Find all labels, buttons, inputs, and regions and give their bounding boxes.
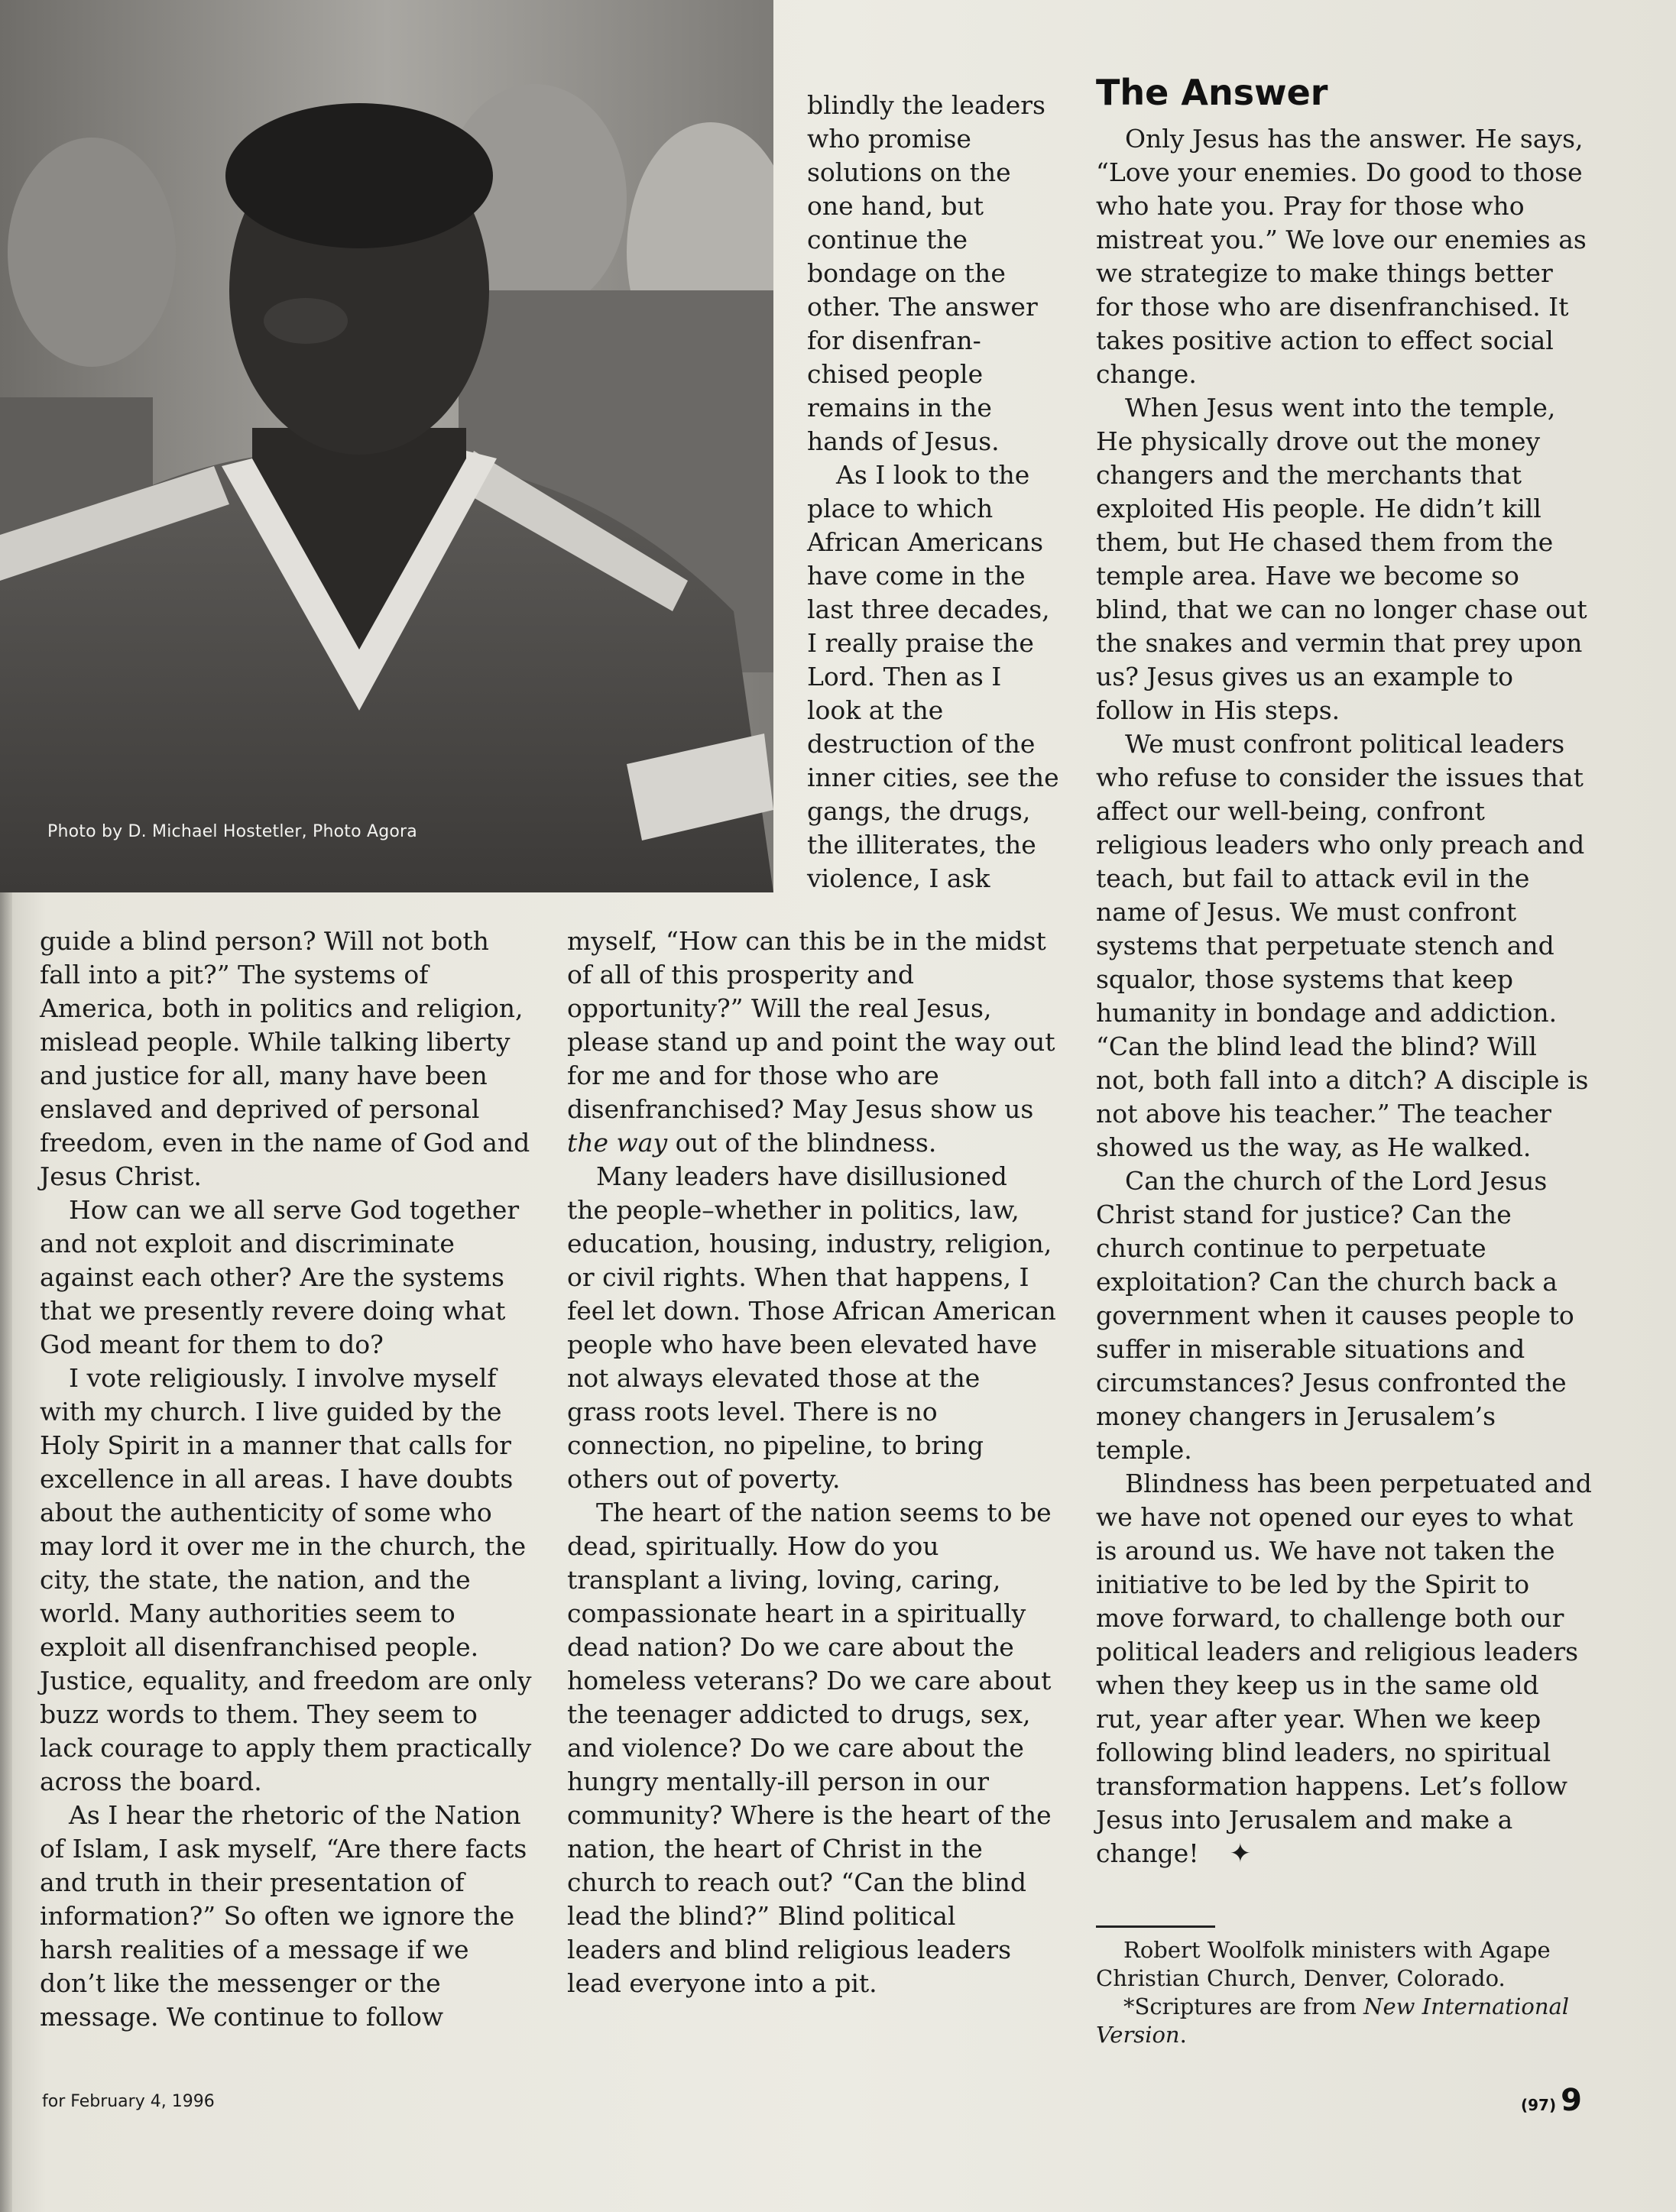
- photo-credit: Photo by D. Michael Hostetler, Photo Agora: [47, 822, 417, 841]
- text-run: .: [1179, 2022, 1187, 2048]
- paragraph: As I hear the rhetoric of the Nation of Islam, I ask myself, “Are there facts and truth in their presentation of information?” So often we ignore the harsh realities of a message if we don’t like the messenger or the message. We continue to follow: [40, 1800, 527, 2032]
- bio-divider: [1096, 1925, 1215, 1928]
- paragraph: Many leaders have disillusioned the people–whether in politics, law, education, housing, industry, religion, or civil rights. When that happens, I feel let down. Those African American people who have been elevated have not always elevated those at the grass roots level. There is no connection, no pipeline, to bring others out of poverty.: [567, 1161, 1056, 1494]
- section-heading: The Answer: [1096, 72, 1328, 113]
- scripture-note: [1096, 1993, 1600, 2049]
- page-num: 9: [1561, 2083, 1582, 2118]
- column-middle: [567, 925, 1056, 2000]
- paragraph: When Jesus went into the temple, He physically drove out the money changers and the merchants that exploited His people. He didn’t kill them, but He chased them from the temple area. Have we become so blind, that we can no longer chase out the snakes and vermin that prey upon us? Jesus gives us an example to follow in His steps.: [1096, 393, 1587, 725]
- issue-page: (97): [1521, 2096, 1557, 2114]
- article-photo: [0, 0, 773, 892]
- footer-date: for February 4, 1996: [42, 2092, 215, 2111]
- italic-text: the way: [567, 1128, 668, 1158]
- column-left: [40, 925, 537, 2034]
- photo-illustration: [0, 0, 773, 892]
- author-bio: [1096, 1936, 1600, 2049]
- text-run: *Scriptures are from: [1123, 1993, 1364, 2019]
- text-run: out of the blindness.: [667, 1128, 937, 1158]
- final-text: Blindness has been perpetuated and we have not opened our eyes to what is around us. We have not taken the initiative to be led by the Spirit to move forward, to challenge both our political leaders and religious leaders when they keep us in the same old rut, year after year. When we keep following blind leaders, no spiritual transformation happens. Let’s follow Jesus into Jerusalem and make a change!: [1096, 1469, 1592, 1868]
- bio-line: Robert Woolfolk ministers with Agape Christian Church, Denver, Colorado.: [1096, 1937, 1551, 1991]
- paragraph: I vote religiously. I involve myself with my church. I live guided by the Holy Spirit in a manner that calls for excellence in all areas. I have doubts about the authenticity of some who may lord it over me in the church, the city, the state, the nation, and the world. Many authorities seem to exploit all disenfranchised people. Justice, equality, and freedom are only buzz words to them. They seem to lack courage to apply them practically across the board.: [40, 1363, 532, 1796]
- paragraph: As I look to the place to which African Americans have come in the last three decades, I really praise the Lord. Then as I look at the destruction of the inner cities, see the gangs, the drugs, the illiterates, the violence, I ask: [807, 460, 1059, 893]
- end-mark-icon: ✦: [1229, 1838, 1252, 1869]
- page-number: [1521, 2083, 1582, 2118]
- column-right: [1096, 122, 1593, 1870]
- paragraph: [567, 925, 1056, 1160]
- paragraph: We must confront political leaders who refuse to consider the issues that affect our well-being, confront religious leaders who only preach and teach, but fail to attack evil in the name of Jesus. We must confront systems that perpetuate stench and squalor, those systems that keep humanity in bondage and addiction. “Can the blind lead the blind? Will not, both fall into a ditch? A disciple is not above his teacher.” The teacher showed us the way, as He walked.: [1096, 729, 1589, 1162]
- paragraph: How can we all serve God together and not exploit and discriminate against each other? Are the systems that we presently revere doing what God meant for them to do?: [40, 1195, 520, 1359]
- paragraph: Only Jesus has the answer. He says, “Love your enemies. Do good to those who hate you. Pray for those who mistreat you.” We love our enemies as we strategize to make things better for those who are disenfranchised. It takes positive action to effect social change.: [1096, 124, 1587, 389]
- paragraph: blindly the leaders who promise solutions on the one hand, but continue the bondage on the other. The answer for disenfran-chised people remains in the hands of Jesus.: [807, 90, 1045, 456]
- text-run: myself, “How can this be in the midst of all of this prosperity and opportunity?” Will the real Jesus, please stand up and point the way out for me and for those who are disenfranchised? May Jesus show us: [567, 926, 1055, 1124]
- italic-text: New International Version: [1096, 1993, 1570, 2048]
- paragraph-final: [1096, 1467, 1593, 1870]
- paragraph: guide a blind person? Will not both fall into a pit?” The systems of America, both in politics and religion, mislead people. While talking liberty and justice for all, many have been enslaved and deprived of personal freedom, even in the name of God and Jesus Christ.: [40, 926, 530, 1191]
- paragraph: Can the church of the Lord Jesus Christ stand for justice? Can the church continue to perpetuate exploitation? Can the church back a government when it causes people to suffer in miserable situations and circumstances? Jesus confronted the money changers in Jerusalem’s temple.: [1096, 1166, 1574, 1465]
- column-middle-top: [807, 89, 1059, 895]
- paragraph: The heart of the nation seems to be dead, spiritually. How do you transplant a living, loving, caring, compassionate heart in a spiritually dead nation? Do we care about the homeless veterans? Do we care about the teenager addicted to drugs, sex, and violence? Do we care about the hungry mentally-ill person in our community? Where is the heart of the nation, the heart of Christ in the church to reach out? “Can the blind lead the blind?” Blind political leaders and blind religious leaders lead everyone into a pit.: [567, 1498, 1052, 1998]
